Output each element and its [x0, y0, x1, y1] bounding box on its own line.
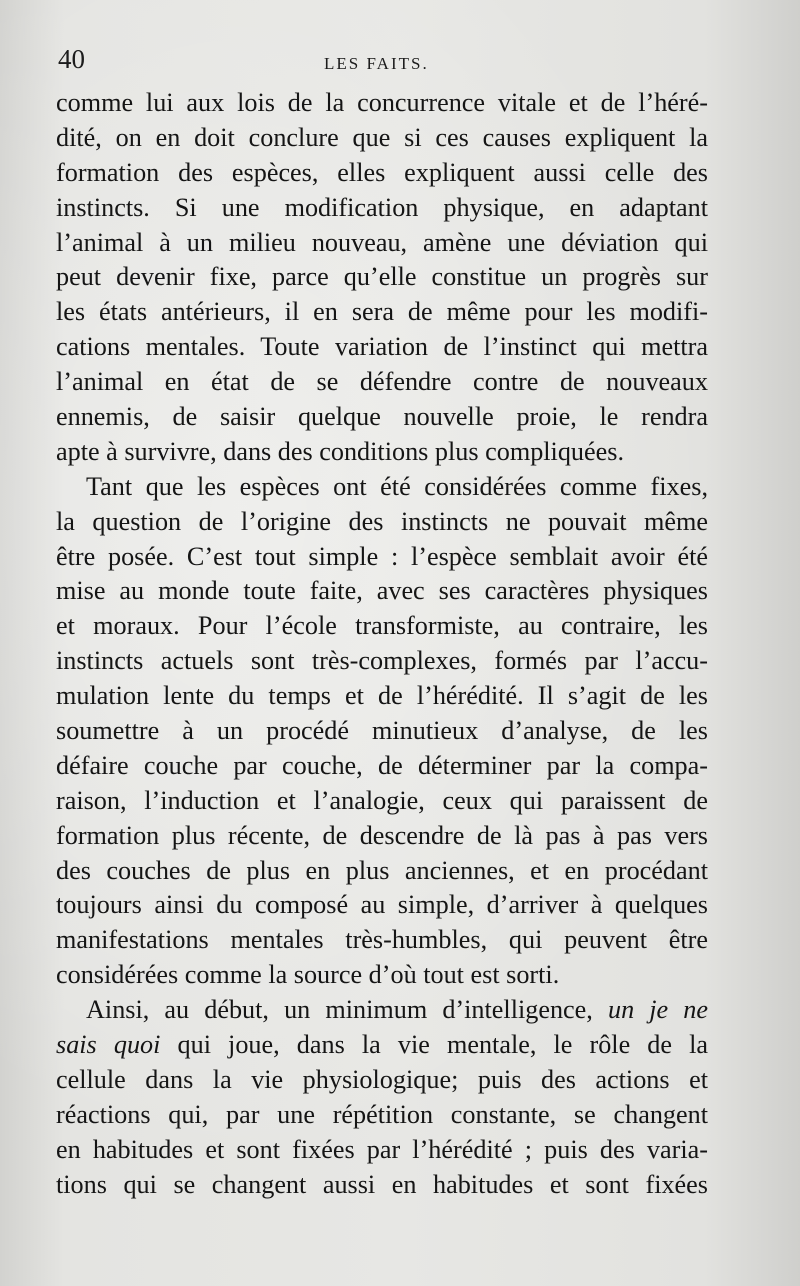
text-line: dité, on en doit conclure que si ces causes expliquent la [56, 122, 708, 152]
running-head: LES FAITS. [324, 54, 429, 73]
text-line: l’animal en état de se défendre contre de nouveaux [56, 367, 708, 397]
text-segment: Ainsi, au début, un minimum d’intelligence, [86, 995, 593, 1025]
text-line: être posée. C’est tout simple : l’espèce semblait avoir été [56, 541, 708, 571]
text-line: considérées comme la source d’où tout est sorti. [56, 960, 560, 990]
italic-text: sais quoi [56, 1030, 161, 1060]
page-header [58, 44, 718, 84]
text-line: instincts. Si une modification physique, en adaptant [56, 192, 708, 222]
text-segment: qui joue, dans la vie mentale, le rôle de la [177, 1030, 708, 1060]
text-line: tions qui se changent aussi en habitudes et sont fixées [56, 1169, 708, 1199]
text-line: les états antérieurs, il en sera de même pour les modifi- [56, 297, 708, 327]
text-line: mulation lente du temps et de l’hérédité. Il s’agit de les [56, 681, 708, 711]
text-line: cations mentales. Toute variation de l’instinct qui mettra [56, 332, 708, 362]
text-line: toujours ainsi du composé au simple, d’arriver à quelques [56, 890, 708, 920]
text-line: peut devenir fixe, parce qu’elle constitue un progrès sur [56, 262, 708, 292]
text-line: l’animal à un milieu nouveau, amène une déviation qui [56, 227, 708, 257]
text-line: réactions qui, par une répétition constante, se changent [56, 1099, 708, 1129]
page-number: 40 [58, 44, 85, 74]
text-line: comme lui aux lois de la concurrence vitale et de l’héré- [56, 88, 708, 117]
text-line: cellule dans la vie physiologique; puis des actions et [56, 1064, 708, 1094]
text-line: des couches de plus en plus anciennes, et en procédant [56, 855, 708, 885]
text-line: raison, l’induction et l’analogie, ceux qui paraissent de [56, 785, 708, 815]
text-line: formation plus récente, de descendre de là pas à pas vers [56, 820, 708, 850]
italic-text: un je ne [607, 995, 709, 1025]
text-line: apte à survivre, dans des conditions plus compliquées. [56, 436, 625, 466]
text-line: ennemis, de saisir quelque nouvelle proie, le rendra [56, 402, 708, 432]
text-line: formation des espèces, elles expliquent aussi celle des [56, 157, 708, 187]
text-line: mise au monde toute faite, avec ses caractères physiques [56, 576, 708, 606]
text-line [56, 993, 708, 1028]
text-line [56, 1028, 708, 1063]
body-text [56, 86, 708, 1203]
text-line: instincts actuels sont très-complexes, formés par l’accu- [56, 646, 708, 676]
text-line: manifestations mentales très-humbles, qui peuvent être [56, 925, 708, 955]
text-line: soumettre à un procédé minutieux d’analyse, de les [56, 716, 708, 746]
text-line: Tant que les espèces ont été considérées comme fixes, [86, 471, 708, 501]
text-line: la question de l’origine des instincts ne pouvait même [56, 506, 708, 536]
text-line: défaire couche par couche, de déterminer par la compa- [56, 750, 708, 780]
text-line: et moraux. Pour l’école transformiste, au contraire, les [56, 611, 708, 641]
text-line: en habitudes et sont fixées par l’hérédité ; puis des varia- [56, 1134, 708, 1164]
